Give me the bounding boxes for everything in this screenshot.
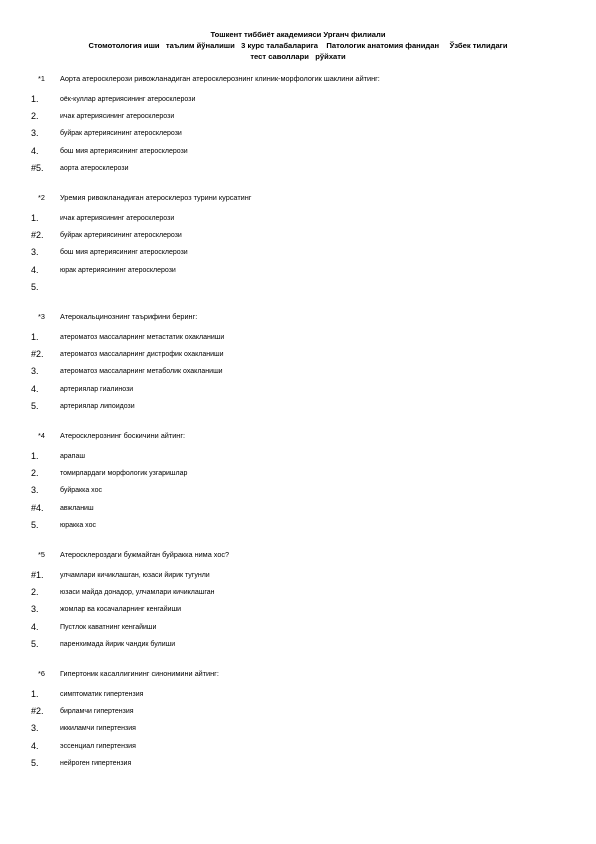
answer-option (0, 519, 596, 536)
answer-option (0, 93, 596, 110)
answer-option (0, 757, 596, 774)
answer-marker: 5. (31, 281, 39, 292)
answer-marker: #2. (31, 230, 44, 241)
answer-marker: 4. (31, 264, 39, 275)
answer-marker: 3. (31, 247, 39, 258)
answer-marker: #2. (31, 349, 44, 360)
question-5 (0, 548, 596, 655)
answer-option (0, 569, 596, 586)
answer-text: буйрак артериясининг атеросклерози (60, 130, 182, 138)
answer-option (0, 586, 596, 603)
answer-text: аорта атеросклерози (60, 164, 129, 172)
question-number: *4 (38, 431, 45, 440)
answer-marker: 3. (31, 485, 39, 496)
answer-marker: 2. (31, 587, 39, 598)
answer-option (0, 638, 596, 655)
answer-marker: 1. (31, 94, 39, 104)
answer-text: эссенциал гипертензия (60, 742, 136, 750)
answer-text: арапаш (60, 453, 85, 460)
answer-marker: #1. (31, 570, 44, 580)
answer-marker: 4. (31, 383, 39, 394)
answer-text: бирламчи гипертензия (60, 708, 134, 716)
answer-marker: 1. (31, 689, 39, 699)
answer-marker: 1. (31, 213, 39, 223)
answer-option (0, 348, 596, 365)
question-text: Атерокальцинознинг таърифини беринг: (60, 312, 198, 321)
answer-text: симптоматик гипертензия (60, 691, 144, 698)
header-institution: Тошкент тиббиёт академияси Урганч филиали (210, 30, 386, 39)
question-2 (0, 191, 596, 298)
answer-text: нейроген гипертензия (60, 759, 132, 767)
answer-marker: 3. (31, 128, 39, 139)
answer-option (0, 212, 596, 229)
question-number: *1 (38, 74, 45, 83)
answer-text: артериялар липоидози (60, 402, 135, 410)
answer-option (0, 331, 596, 348)
answer-marker: 4. (31, 621, 39, 632)
answer-marker: #4. (31, 502, 44, 513)
answer-marker: 1. (31, 451, 39, 461)
answer-text: бош мия артериясининг атеросклерози (60, 249, 188, 257)
answer-text: атероматоз массаларнинг метастатик охакланиши (60, 334, 225, 341)
answer-text: юрак артериясининг атеросклерози (60, 266, 176, 274)
answer-marker: 3. (31, 604, 39, 615)
answer-option (0, 467, 596, 484)
answer-option (0, 365, 596, 382)
question-text: Атеросклероздаги бужмайган буйракка нима хос? (60, 550, 230, 559)
answer-text: артериялар гиалинози (60, 385, 134, 393)
answer-option (0, 127, 596, 144)
answer-option (0, 484, 596, 501)
document-header (0, 29, 596, 62)
answer-option (0, 145, 596, 162)
answer-option (0, 264, 596, 281)
answer-marker: 4. (31, 740, 39, 751)
answer-option (0, 722, 596, 739)
question-number: *2 (38, 193, 45, 202)
answer-option (0, 688, 596, 705)
answer-text: авжланиш (60, 504, 94, 512)
answer-marker: 5. (31, 519, 39, 530)
answer-option (0, 603, 596, 620)
question-text: Гипертоник касаллигининг синонимини айтинг: (60, 669, 219, 678)
question-1 (0, 72, 596, 179)
answer-text: буйракка хос (60, 487, 102, 495)
answer-text: атероматоз массаларнинг дистрофик охакланиши (60, 351, 224, 359)
answer-text: ичак артериясининг атеросклерози (60, 215, 175, 222)
answer-option (0, 502, 596, 519)
answer-option (0, 400, 596, 417)
answer-text: томирлардаги морфологик узгаришлар (60, 470, 188, 478)
question-number: *6 (38, 669, 45, 678)
answer-option (0, 110, 596, 127)
answer-option (0, 162, 596, 179)
answer-text: атероматоз массаларнинг метаболик охакланиши (60, 368, 223, 376)
answer-text: оёк-куллар артериясининг атеросклерози (60, 96, 196, 103)
answer-marker: 2. (31, 111, 39, 122)
answer-text: улчамлари кичиклашган, юзаси йирик тугунли (60, 572, 210, 579)
answer-option (0, 246, 596, 263)
answer-text: паренхимада йирик чандик булиши (60, 640, 176, 648)
answer-option (0, 229, 596, 246)
question-text: Аорта атеросклерози ривожланадиган атеросклерознинг клиник-морфологик шаклини айтинг: (60, 74, 380, 83)
answer-marker: 1. (31, 332, 39, 342)
answer-marker: 5. (31, 400, 39, 411)
answer-marker: #5. (31, 162, 44, 173)
answer-marker: 5. (31, 638, 39, 649)
answer-text: Пустлок каватнинг кенгайиши (60, 623, 157, 631)
answer-option (0, 705, 596, 722)
answer-text: бош мия артериясининг атеросклерози (60, 147, 188, 155)
question-text: Уремия ривожланадиган атеросклероз турини курсатинг (60, 193, 252, 202)
header-course: Стомотология иши таълим йўналиши 3 курс талабаларига Патологик анатомия фанидан Ўзбек тилидаги (88, 41, 508, 50)
answer-marker: 3. (31, 366, 39, 377)
header-subtitle: тест саволлари рўйхати (250, 52, 346, 61)
answer-text: юзаси майда донадор, улчамлари кичиклашган (60, 589, 215, 597)
answer-text: жомлар ва косачаларнинг кенгайиши (60, 606, 182, 614)
answer-text: ичак артериясининг атеросклерози (60, 113, 175, 121)
answer-option (0, 621, 596, 638)
question-6 (0, 667, 596, 774)
answer-option (0, 281, 596, 298)
question-number: *3 (38, 312, 45, 321)
answer-marker: 4. (31, 145, 39, 156)
answer-option (0, 740, 596, 757)
question-text: Атеросклерознинг боскичини айтинг: (60, 431, 186, 440)
answer-text: буйрак артериясининг атеросклерози (60, 232, 182, 240)
question-3 (0, 310, 596, 417)
answer-marker: 3. (31, 723, 39, 734)
answer-marker: 2. (31, 468, 39, 479)
answer-text: иккиламчи гипертензия (60, 725, 136, 733)
question-4 (0, 429, 596, 536)
answer-option (0, 383, 596, 400)
answer-option (0, 450, 596, 467)
question-number: *5 (38, 550, 45, 559)
answer-marker: #2. (31, 706, 44, 717)
answer-text: юракка хос (60, 521, 96, 529)
answer-marker: 5. (31, 757, 39, 768)
